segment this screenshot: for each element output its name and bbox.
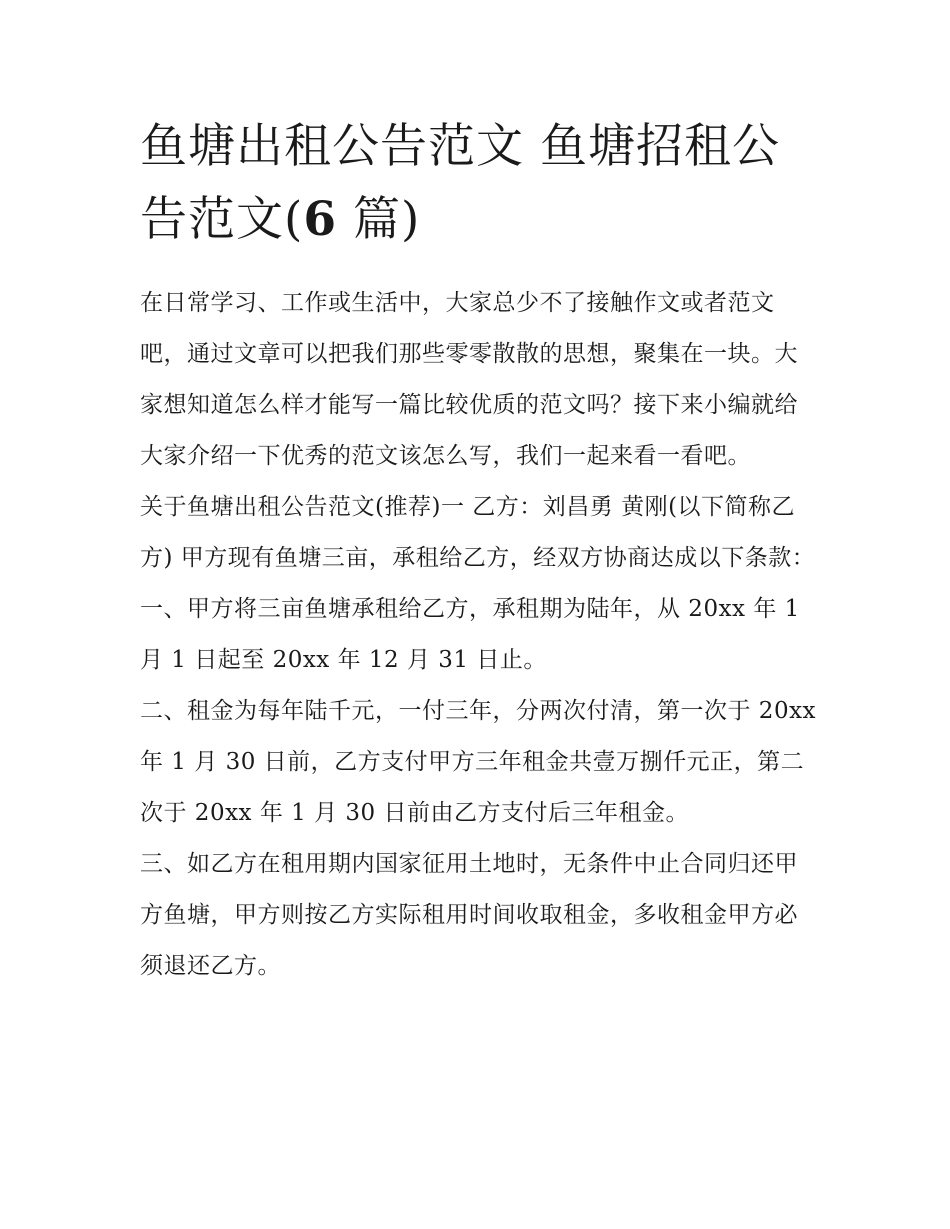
document-title — [140, 110, 820, 256]
document-page — [140, 110, 820, 992]
clause-3: 三、如乙方在租用期内国家征用土地时，无条件中止合同归还甲方鱼塘，甲方则按乙方实际租用时间收取租金，多收租金甲方必须退还乙方。 — [140, 851, 798, 979]
title-suffix: 篇) — [337, 192, 421, 247]
clause-1: 一、甲方将三亩鱼塘承租给乙方，承租期为陆年，从 20xx 年 1 月 1 日起至 20xx 年 12 月 31 日止。 — [140, 596, 800, 673]
intro-paragraph: 在日常学习、工作或生活中，大家总少不了接触作文或者范文吧，通过文章可以把我们那些零零散散的思想，聚集在一块。大家想知道怎么样才能写一篇比较优质的范文吗？接下来小编就给大家介绍一下优秀的范文该怎么写，我们一起来看一看吧。 — [140, 290, 798, 469]
title-count: 6 — [303, 192, 338, 247]
title-text: 鱼塘出租公告范文 鱼塘招租公告范文( — [140, 119, 780, 247]
clause-2: 二、租金为每年陆千元，一付三年，分两次付清，第一次于 20xx 年 1 月 30 日前，乙方支付甲方三年租金共壹万捌仟元正，第二次于 20xx 年 1 月 30 日前由乙方支付后三年租金。 — [140, 698, 817, 826]
parties-paragraph: 关于鱼塘出租公告范文(推荐)一 乙方：刘昌勇 黄刚(以下简称乙方) 甲方现有鱼塘三亩，承租给乙方，经双方协商达成以下条款： — [140, 494, 816, 571]
